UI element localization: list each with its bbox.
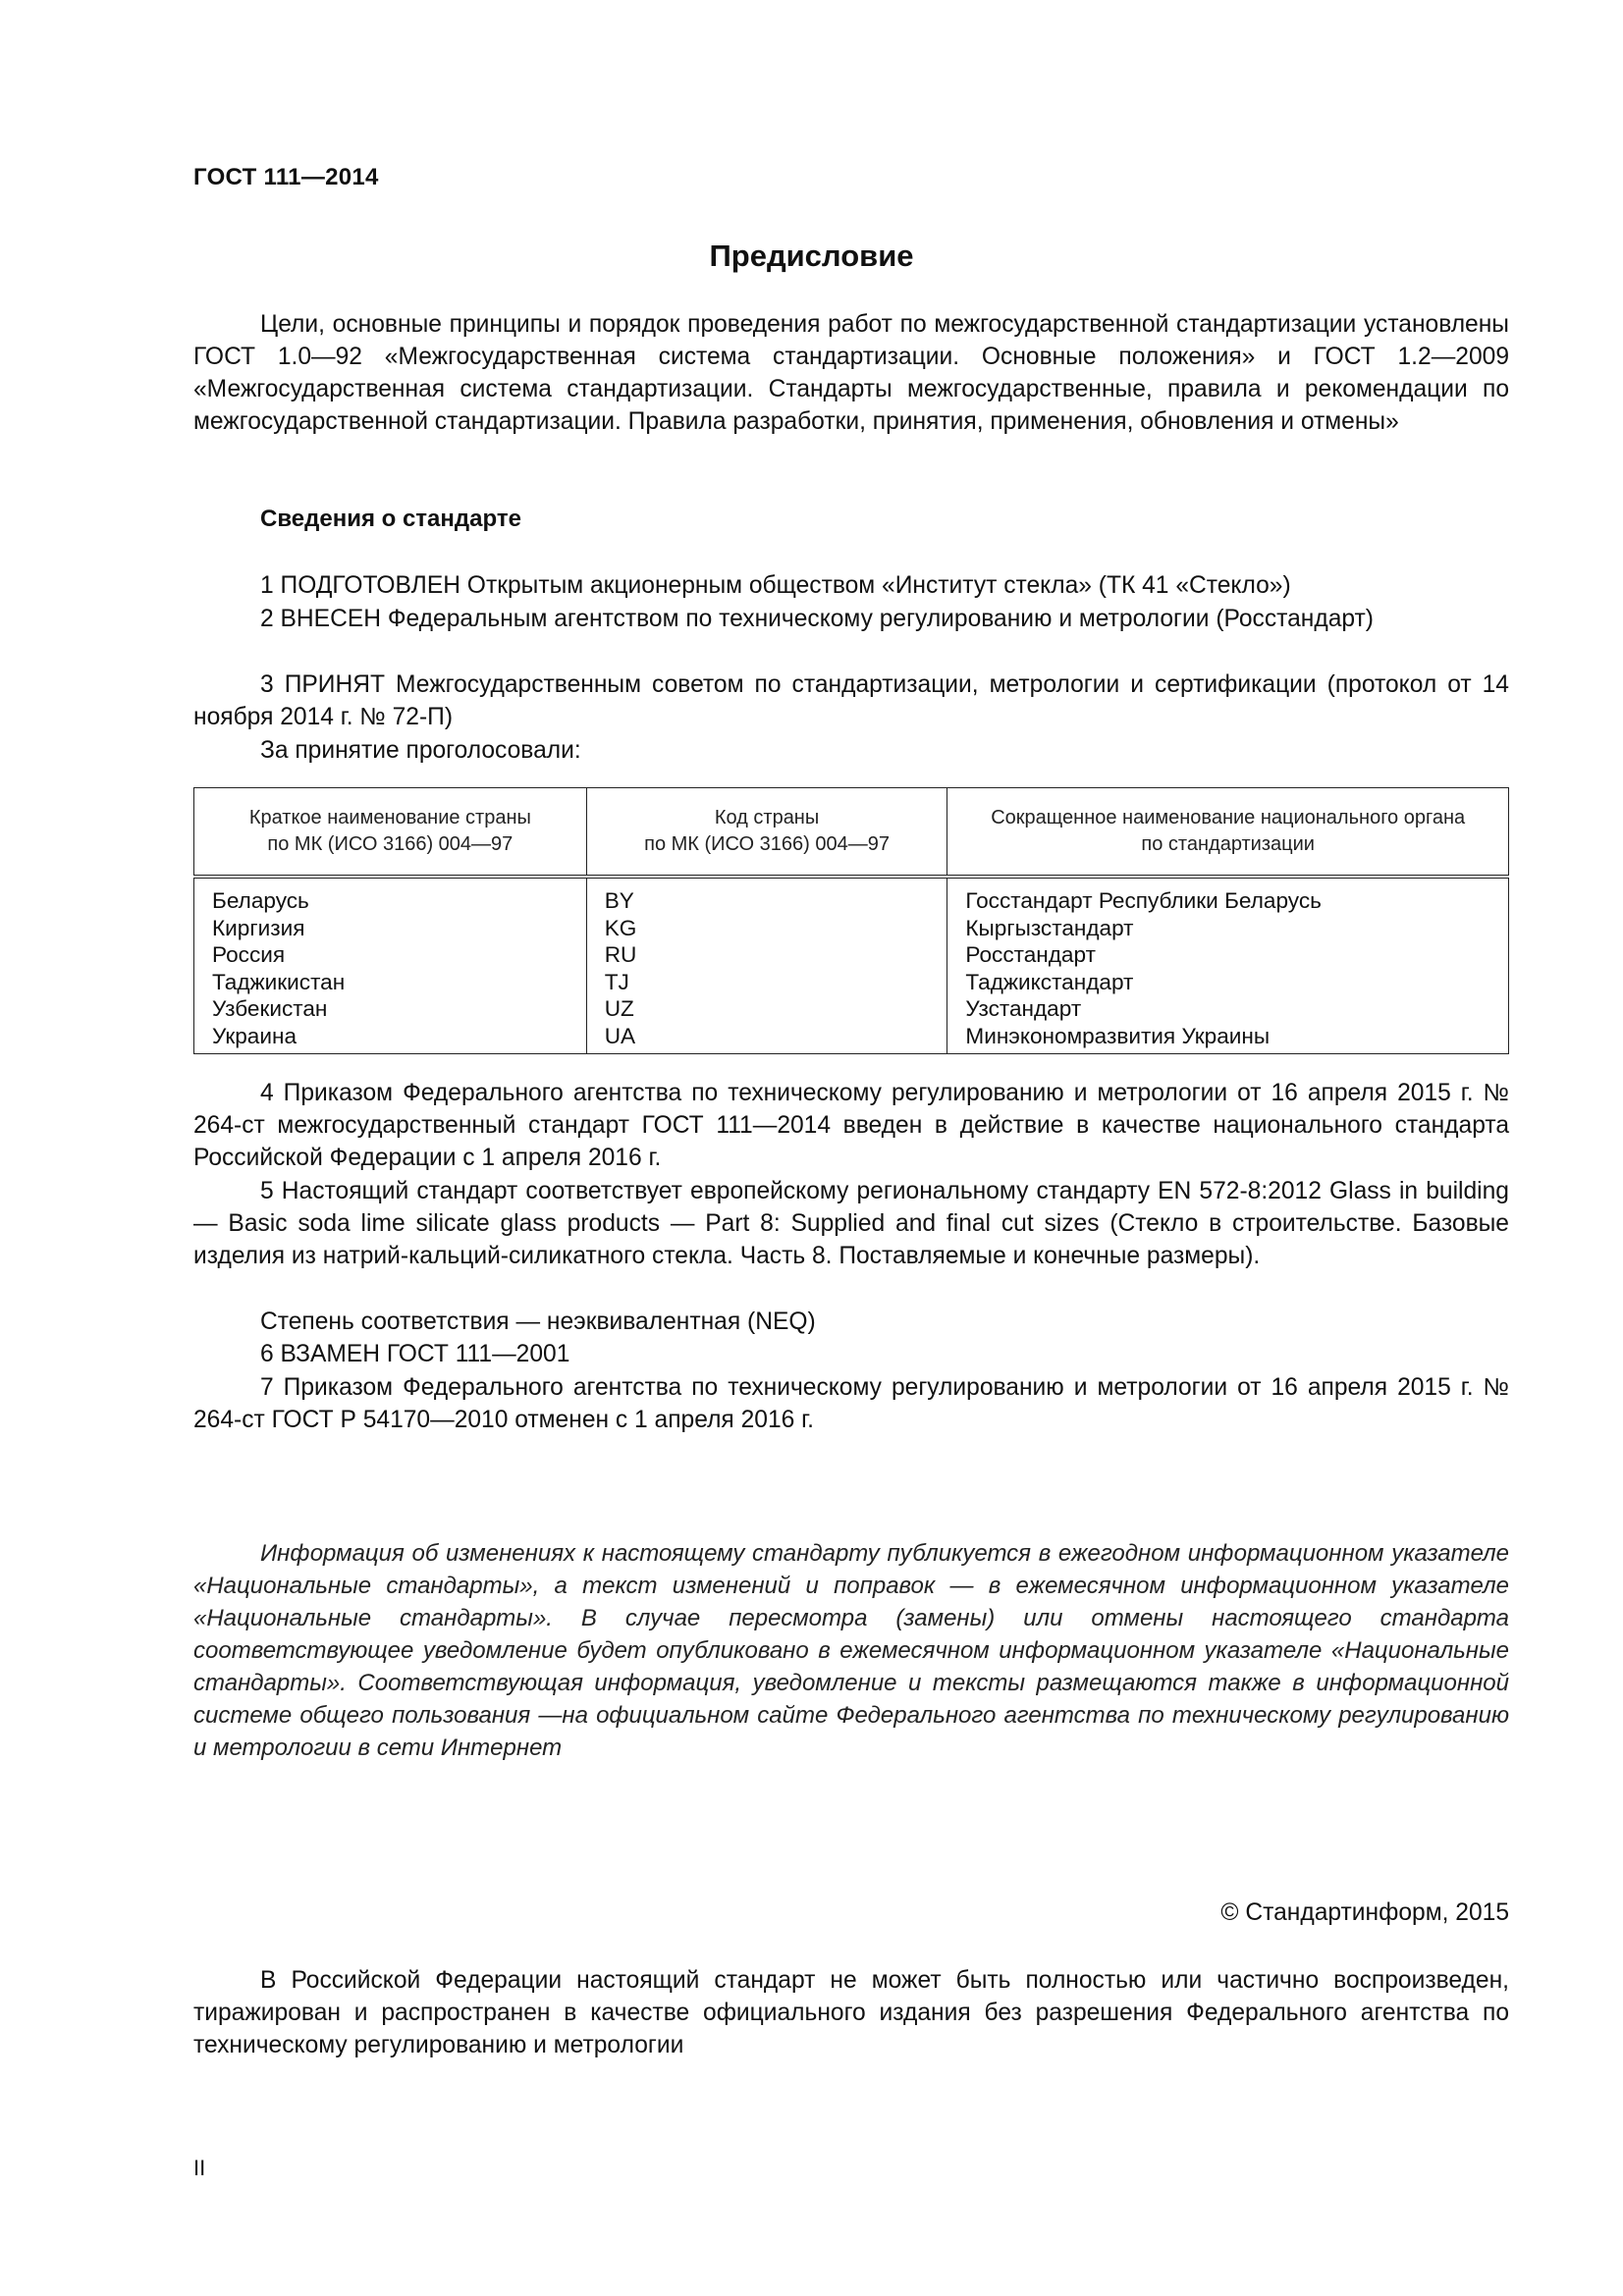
country-cell: Беларусь (194, 877, 587, 915)
item-7-order: 7 Приказом Федерального агентства по техническому регулированию и метрологии от 16 апреля 2015 г. № 264-ст ГОСТ Р 54170—2010 отменен с 1 апреля 2016 г. (193, 1374, 1509, 1433)
column-header-code (586, 788, 947, 878)
code-cell: TJ (586, 969, 947, 996)
country-cell: Россия (194, 941, 587, 969)
table-row (194, 877, 1509, 915)
country-cell: Киргизия (194, 915, 587, 942)
item-5-conformity: 5 Настоящий стандарт соответствует европейскому региональному стандарту EN 572-8:2012 Glass in building — Basic soda lime silicate glass products — Part 8: Supplied and final cut sizes (Стекло в строительстве. Базовые изделия из натрий-кальций-силикатного стекла. Часть 8. Поставляемые и конечные размеры). (193, 1178, 1509, 1269)
column-header-line: Код страны (714, 807, 820, 828)
column-header-line: Краткое наименование страны (248, 807, 531, 828)
code-cell: KG (586, 915, 947, 942)
column-header-country (194, 788, 587, 878)
code-cell: RU (586, 941, 947, 969)
item-3-adopted: 3 ПРИНЯТ Межгосударственным советом по стандартизации, метрологии и сертификации (протокол от 14 ноября 2014 г. № 72-П) (193, 671, 1509, 730)
table-header-row (194, 788, 1509, 878)
country-cell: Таджикистан (194, 969, 587, 996)
page-number: II (193, 2156, 206, 2180)
changes-info-note: Информация об изменениях к настоящему стандарту публикуется в ежегодном информационном указателе «Национальные стандарты», а текст изменений и поправок — в ежемесячном информационном указателе «Национальные стандарты». В случае пересмотра (замены) или отмены настоящего стандарта соответствующее уведомление будет опубликовано в ежемесячном информационном указателе «Национальные стандарты». Соответствующая информация, уведомление и тексты размещаются также в информационной системе общего пользования —на официальном сайте Федерального агентства по техническому регулированию и метрологии в сети Интернет (193, 1540, 1509, 1761)
voted-label: За принятие проголосовали: (260, 737, 581, 764)
body-cell: Таджикстандарт (947, 969, 1509, 996)
code-cell: UZ (586, 995, 947, 1023)
reproduction-notice: В Российской Федерации настоящий стандарт не может быть полностью или частично воспроизведен, тиражирован и распространен в качестве официального издания без разрешения Федерального агентства по техническому регулированию и метрологии (193, 1967, 1509, 2058)
code-cell: UA (586, 1023, 947, 1054)
column-header-line: по МК (ИСО 3166) 004—97 (267, 833, 514, 855)
item-4-order: 4 Приказом Федерального агентства по техническому регулированию и метрологии от 16 апреля 2015 г. № 264-ст межгосударственный стандарт ГОСТ 111—2014 введен в действие в качестве национального стандарта Российской Федерации с 1 апреля 2016 г. (193, 1080, 1509, 1171)
table-row (194, 941, 1509, 969)
table-row (194, 915, 1509, 942)
column-header-line: по МК (ИСО 3166) 004—97 (644, 833, 890, 855)
conformity-degree: Степень соответствия — неэквивалентная (NEQ) (260, 1308, 816, 1335)
table-row (194, 995, 1509, 1023)
body-cell: Узстандарт (947, 995, 1509, 1023)
item-2-submitted: 2 ВНЕСЕН Федеральным агентством по техническому регулированию и метрологии (Росстандарт) (260, 606, 1374, 632)
body-cell: Кыргызстандарт (947, 915, 1509, 942)
item-1-prepared: 1 ПОДГОТОВЛЕН Открытым акционерным обществом «Институт стекла» (ТК 41 «Стекло») (260, 572, 1291, 599)
copyright: © Стандартинформ, 2015 (1220, 1899, 1509, 1926)
item-6-replaces: 6 ВЗАМЕН ГОСТ 111—2001 (260, 1341, 570, 1367)
body-cell: Росстандарт (947, 941, 1509, 969)
table-row (194, 1023, 1509, 1054)
column-header-line: по стандартизации (1141, 833, 1315, 855)
table-row (194, 969, 1509, 996)
body-cell: Госстандарт Республики Беларусь (947, 877, 1509, 915)
page-title: Предисловие (709, 239, 914, 273)
intro-paragraph: Цели, основные принципы и порядок проведения работ по межгосударственной стандартизации установлены ГОСТ 1.0—92 «Межгосударственная система стандартизации. Основные положения» и ГОСТ 1.2—2009 «Межгосударственная система стандартизации. Стандарты межгосударственные, правила и рекомендации по межгосударственной стандартизации. Правила разработки, принятия, применения, обновления и отмены» (193, 311, 1509, 435)
body-cell: Минэкономразвития Украины (947, 1023, 1509, 1054)
code-cell: BY (586, 877, 947, 915)
column-header-line: Сокращенное наименование национального органа (991, 807, 1466, 828)
document-id: ГОСТ 111—2014 (193, 164, 379, 190)
country-cell: Украина (194, 1023, 587, 1054)
voting-countries-table (193, 787, 1509, 1054)
column-header-body (947, 788, 1509, 878)
country-cell: Узбекистан (194, 995, 587, 1023)
info-heading: Сведения о стандарте (260, 506, 521, 532)
